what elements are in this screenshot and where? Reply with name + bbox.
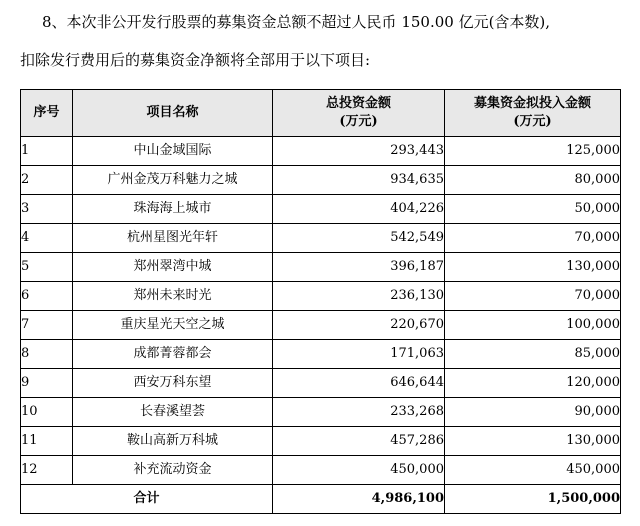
row-project-name: 补充流动资金 — [73, 456, 273, 485]
table-row — [21, 166, 621, 195]
table-header-row — [21, 90, 621, 137]
row-total-investment: 293,443 — [273, 137, 445, 166]
header-name — [73, 90, 273, 137]
row-raise-amount: 100,000 — [445, 311, 621, 340]
header-raise — [445, 90, 621, 137]
row-raise-amount: 125,000 — [445, 137, 621, 166]
row-raise-amount: 80,000 — [445, 166, 621, 195]
row-project-name: 鞍山高新万科城 — [73, 427, 273, 456]
row-project-name: 杭州星图光年轩 — [73, 224, 273, 253]
table-row — [21, 398, 621, 427]
row-seq: 2 — [21, 166, 73, 195]
row-project-name: 成都菁蓉都会 — [73, 340, 273, 369]
row-total-investment: 450,000 — [273, 456, 445, 485]
header-total-line2: (万元) — [339, 114, 378, 129]
header-total-line1: 总投资金额 — [325, 96, 391, 111]
table-row — [21, 282, 621, 311]
row-seq: 11 — [21, 427, 73, 456]
row-raise-amount: 130,000 — [445, 427, 621, 456]
table-row — [21, 195, 621, 224]
row-total-investment: 646,644 — [273, 369, 445, 398]
row-seq: 10 — [21, 398, 73, 427]
row-total-investment: 457,286 — [273, 427, 445, 456]
row-total-investment: 220,670 — [273, 311, 445, 340]
total-investment: 4,986,100 — [273, 485, 445, 514]
row-project-name: 重庆星光天空之城 — [73, 311, 273, 340]
row-raise-amount: 50,000 — [445, 195, 621, 224]
fund-allocation-table — [20, 89, 621, 514]
row-total-investment: 396,187 — [273, 253, 445, 282]
row-raise-amount: 90,000 — [445, 398, 621, 427]
header-seq — [21, 90, 73, 137]
row-seq: 12 — [21, 456, 73, 485]
row-total-investment: 542,549 — [273, 224, 445, 253]
header-raise-line2: (万元) — [513, 114, 552, 129]
row-seq: 5 — [21, 253, 73, 282]
table-row — [21, 224, 621, 253]
row-total-investment: 233,268 — [273, 398, 445, 427]
row-seq: 9 — [21, 369, 73, 398]
header-seq-label: 序号 — [33, 105, 60, 120]
header-raise-line1: 募集资金拟投入金额 — [473, 96, 591, 111]
table-row — [21, 253, 621, 282]
row-seq: 7 — [21, 311, 73, 340]
row-project-name: 郑州翠湾中城 — [73, 253, 273, 282]
row-seq: 8 — [21, 340, 73, 369]
row-project-name: 郑州未来时光 — [73, 282, 273, 311]
table-row — [21, 456, 621, 485]
row-raise-amount: 130,000 — [445, 253, 621, 282]
intro-line-2: 扣除发行费用后的募集资金净额将全部用于以下项目: — [20, 51, 371, 69]
row-raise-amount: 85,000 — [445, 340, 621, 369]
row-total-investment: 404,226 — [273, 195, 445, 224]
row-seq: 1 — [21, 137, 73, 166]
row-raise-amount: 70,000 — [445, 282, 621, 311]
row-raise-amount: 70,000 — [445, 224, 621, 253]
total-raise: 1,500,000 — [445, 485, 621, 514]
row-total-investment: 171,063 — [273, 340, 445, 369]
row-project-name: 西安万科东望 — [73, 369, 273, 398]
total-row — [21, 485, 621, 514]
table-row — [21, 369, 621, 398]
header-name-label: 项目名称 — [146, 105, 199, 120]
row-raise-amount: 450,000 — [445, 456, 621, 485]
row-seq: 3 — [21, 195, 73, 224]
table-row — [21, 427, 621, 456]
row-total-investment: 236,130 — [273, 282, 445, 311]
row-raise-amount: 120,000 — [445, 369, 621, 398]
row-project-name: 长春溪望荟 — [73, 398, 273, 427]
row-project-name: 广州金茂万科魅力之城 — [73, 166, 273, 195]
row-total-investment: 934,635 — [273, 166, 445, 195]
table-row — [21, 137, 621, 166]
row-project-name: 珠海海上城市 — [73, 195, 273, 224]
table-row — [21, 311, 621, 340]
intro-line-1: 8、本次非公开发行股票的募集资金总额不超过人民币 150.00 亿元(含本数), — [42, 13, 551, 31]
row-seq: 6 — [21, 282, 73, 311]
row-project-name: 中山金域国际 — [73, 137, 273, 166]
header-total — [273, 90, 445, 137]
row-seq: 4 — [21, 224, 73, 253]
total-label: 合计 — [21, 485, 273, 514]
table-row — [21, 340, 621, 369]
